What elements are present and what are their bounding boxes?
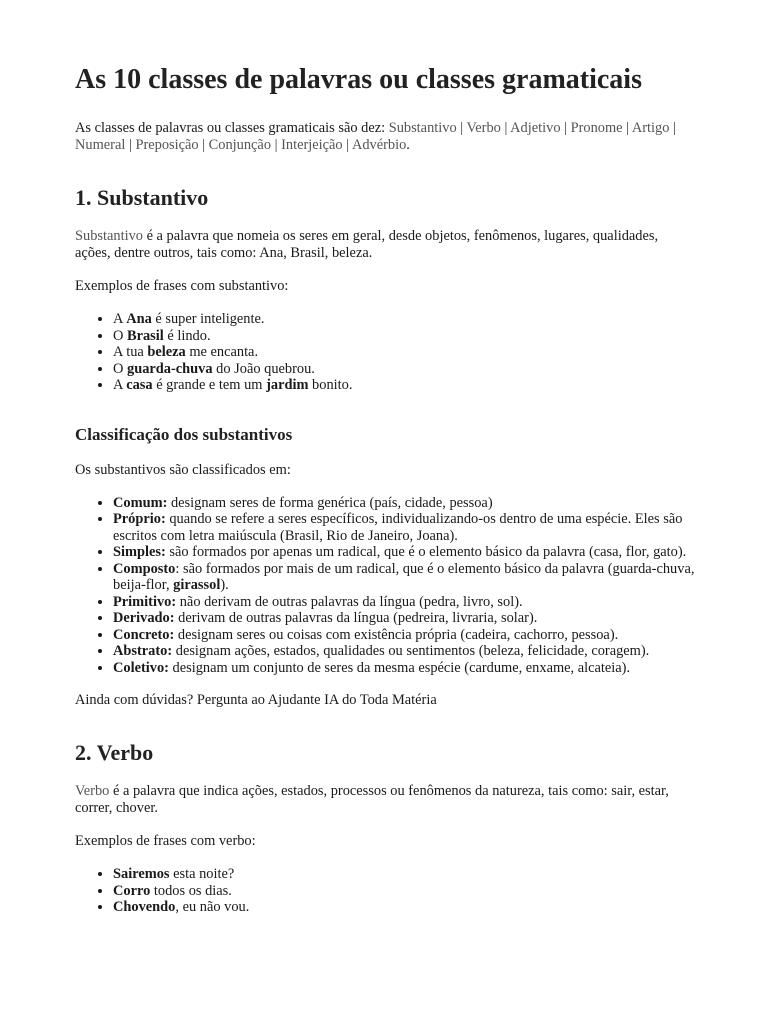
list-item: • A Ana é super inteligente. xyxy=(113,311,695,328)
link-substantivo[interactable]: Substantivo xyxy=(388,120,457,136)
list-item: • O guarda-chuva do João quebrou. xyxy=(113,361,695,378)
link-verbo[interactable]: Verbo xyxy=(466,120,501,136)
substantivo-examples-intro: Exemplos de frases com substantivo: xyxy=(75,278,289,294)
list-item: • Comum: designam seres de forma genérica (país, cidade, pessoa) xyxy=(113,495,695,512)
section-heading-verbo: 2. Verbo xyxy=(75,740,154,765)
list-item: • Abstrato: designam ações, estados, qualidades ou sentimentos (beleza, felicidade, coragem). xyxy=(113,643,695,660)
article xyxy=(75,62,695,916)
classification-intro: Os substantivos são classificados em: xyxy=(75,461,291,478)
section-heading-substantivo: 1. Substantivo xyxy=(75,185,209,210)
list-item: • Sairemos esta noite? xyxy=(113,866,695,883)
definition-link-substantivo[interactable]: Substantivo xyxy=(75,228,143,244)
classification-list xyxy=(75,495,695,677)
link-artigo[interactable]: Artigo xyxy=(631,120,670,136)
list-item: • Corro todos os dias. xyxy=(113,883,695,900)
list-item: • Composto: são formados por mais de um radical, que é o elemento básico da palavra (guarda-chuva, beija-flor, girassol). xyxy=(113,561,695,594)
list-item: • Chovendo, eu não vou. xyxy=(113,899,695,916)
intro-text: As classes de palavras ou classes gramaticais são dez: xyxy=(75,120,389,136)
ai-helper-prompt[interactable]: Ainda com dúvidas? Pergunta ao Ajudante IA do Toda Matéria xyxy=(75,692,437,708)
link-numeral[interactable]: Numeral xyxy=(75,137,126,153)
list-item: • Primitivo: não derivam de outras palavras da língua (pedra, livro, sol). xyxy=(113,594,695,611)
link-adverbio[interactable]: Advérbio xyxy=(351,137,407,153)
list-item: • Derivado: derivam de outras palavras da língua (pedreira, livraria, solar). xyxy=(113,610,695,627)
list-item: • Coletivo: designam um conjunto de seres da mesma espécie (cardume, enxame, alcateia). xyxy=(113,660,695,677)
link-conjuncao[interactable]: Conjunção xyxy=(208,137,272,153)
link-adjetivo[interactable]: Adjetivo xyxy=(510,120,561,136)
substantivo-examples-list xyxy=(75,311,695,394)
link-pronome[interactable]: Pronome xyxy=(570,120,623,136)
link-preposicao[interactable]: Preposição xyxy=(135,137,199,153)
list-item: • A casa é grande e tem um jardim bonito. xyxy=(113,377,695,394)
list-item: • Concreto: designam seres ou coisas com existência própria (cadeira, cachorro, pessoa). xyxy=(113,627,695,644)
substantivo-definition: Substantivo é a palavra que nomeia os seres em geral, desde objetos, fenômenos, lugares, qualidades, ações, dentre outros, tais como: Ana, Brasil, beleza. xyxy=(75,228,659,261)
list-item: • A tua beleza me encanta. xyxy=(113,344,695,361)
verbo-definition: Verbo é a palavra que indica ações, estados, processos ou fenômenos da natureza, tais como: sair, estar, correr, chover. xyxy=(75,783,669,816)
list-item: • Próprio: quando se refere a seres específicos, individualizando-os dentro de uma espécie. Eles são escritos com letra maiúscula (Brasil, Rio de Janeiro, Joana). xyxy=(113,511,695,544)
link-interjeicao[interactable]: Interjeição xyxy=(281,137,343,153)
definition-link-verbo[interactable]: Verbo xyxy=(75,783,110,799)
list-item: • O Brasil é lindo. xyxy=(113,328,695,345)
intro-paragraph: As classes de palavras ou classes gramaticais são dez: Substantivo | Verbo | Adjetivo | Pronome | Artigo | Numeral | Preposição | Conjunção | Interjeição | Advérbio. xyxy=(75,120,676,153)
subsection-heading-classificacao: Classificação dos substantivos xyxy=(75,424,293,444)
page-title: As 10 classes de palavras ou classes gramaticais xyxy=(75,64,642,95)
verbo-examples-list xyxy=(75,866,695,916)
verbo-examples-intro: Exemplos de frases com verbo: xyxy=(75,833,256,849)
list-item: • Simples: são formados por apenas um radical, que é o elemento básico da palavra (casa, flor, gato). xyxy=(113,544,695,561)
